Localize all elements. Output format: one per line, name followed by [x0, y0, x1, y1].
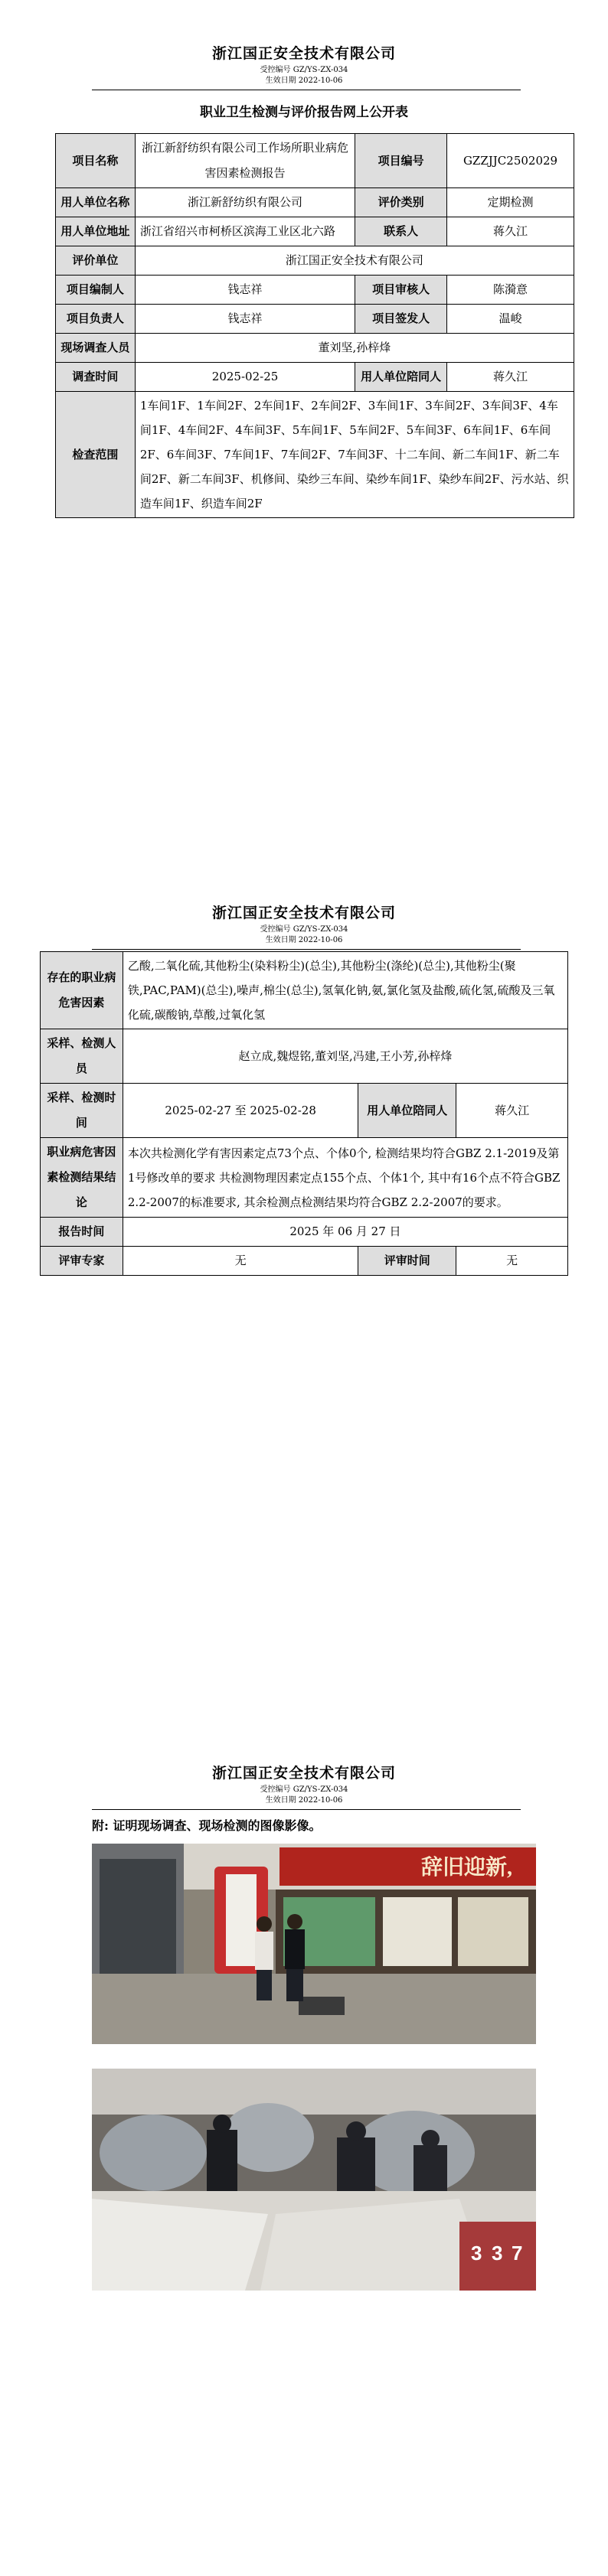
conclusion-value: 本次共检测化学有害因素定点73个点、个体0个, 检测结果均符合GBZ 2.1-2019及第1号修改单的要求 共检测物理因素定点155个点、个体1个, 其中有16个点不符合GBZ 2.2-2007的标准要求, 其余检测点检测结果均符合GBZ 2.2-2007的要求。 [123, 1138, 567, 1218]
header-rule-p2 [92, 949, 521, 950]
sample-time-value: 2025-02-27 至 2025-02-28 [123, 1084, 358, 1138]
address-value: 浙江省绍兴市柯桥区滨海工业区北六路 [135, 217, 355, 246]
conclusion-label: 职业病危害因素检测结果结论 [41, 1138, 123, 1218]
expert-value: 无 [123, 1247, 358, 1276]
employer-value: 浙江新舒纺织有限公司 [135, 188, 355, 217]
project-no-label: 项目编号 [355, 134, 447, 188]
issuer-value: 温峻 [447, 305, 574, 334]
company-name: 浙江国正安全技术有限公司 [211, 45, 396, 62]
surveyor-label: 现场调查人员 [56, 334, 136, 363]
eval-type-label: 评价类别 [355, 188, 447, 217]
hazards-label: 存在的职业病危害因素 [41, 952, 123, 1029]
reviewer-label: 项目审核人 [355, 276, 447, 305]
bin-number-2: 3 [492, 2242, 503, 2265]
control-number-p2: 受控编号 GZ/YS-ZX-034 [260, 925, 348, 934]
review-time-value: 无 [456, 1247, 568, 1276]
attachment-note: 附: 证明现场调查、现场检测的图像影像。 [92, 1818, 322, 1833]
control-number: 受控编号 GZ/YS-ZX-034 [260, 66, 348, 74]
survey-time-value: 2025-02-25 [135, 363, 355, 392]
survey-time-label: 调查时间 [56, 363, 136, 392]
scope-label: 检查范围 [56, 392, 136, 518]
report-time-label: 报告时间 [41, 1218, 123, 1247]
sampler-value: 赵立成,魏煜铭,董刘坚,冯建,王小芳,孙梓烽 [123, 1029, 567, 1084]
company-name-p2: 浙江国正安全技术有限公司 [211, 905, 396, 921]
hazard-info-table [40, 951, 568, 1276]
sampler-label: 采样、检测人员 [41, 1029, 123, 1084]
site-survey-photo [92, 1844, 536, 2044]
leader-label: 项目负责人 [56, 305, 136, 334]
report-time-value: 2025 年 06 月 27 日 [123, 1218, 567, 1247]
companion-label-p2: 用人单位陪同人 [358, 1084, 456, 1138]
leader-value: 钱志祥 [135, 305, 355, 334]
address-label: 用人单位地址 [56, 217, 136, 246]
contact-label: 联系人 [355, 217, 447, 246]
evaluator-label: 评价单位 [56, 246, 136, 276]
control-number-p3: 受控编号 GZ/YS-ZX-034 [260, 1785, 348, 1794]
banner-text: 辞旧迎新, [421, 1856, 513, 1880]
hazards-value: 乙酸,二氧化硫,其他粉尘(染料粉尘)(总尘),其他粉尘(涤纶)(总尘),其他粉尘(聚铁,PAC,PAM)(总尘),噪声,棉尘(总尘),氢氧化钠,氨,氯化氢及盐酸,硫化氢,硫酸及三氧化硫,碳酸钠,草酸,过氧化氢 [123, 952, 567, 1029]
surveyor-value: 董刘坚,孙梓烽 [135, 334, 574, 363]
project-name-value: 浙江新舒纺织有限公司工作场所职业病危害因素检测报告 [135, 134, 355, 188]
project-name-label: 项目名称 [56, 134, 136, 188]
effective-date: 生效日期 2022-10-06 [265, 77, 343, 85]
project-no-value: GZZJJC2502029 [447, 134, 574, 188]
contact-value: 蒋久江 [447, 217, 574, 246]
header-rule-p3 [92, 1809, 521, 1810]
site-detection-photo [92, 2069, 536, 2291]
compiler-label: 项目编制人 [56, 276, 136, 305]
bin-number-1: 3 [471, 2242, 482, 2265]
compiler-value: 钱志祥 [135, 276, 355, 305]
document-title: 职业卫生检测与评价报告网上公开表 [200, 105, 408, 120]
expert-label: 评审专家 [41, 1247, 123, 1276]
companion-value-p2: 蒋久江 [456, 1084, 568, 1138]
evaluator-value: 浙江国正安全技术有限公司 [135, 246, 574, 276]
reviewer-value: 陈漪意 [447, 276, 574, 305]
effective-date-p2: 生效日期 2022-10-06 [265, 936, 343, 944]
eval-type-value: 定期检测 [447, 188, 574, 217]
report-info-table [55, 133, 574, 518]
company-name-p3: 浙江国正安全技术有限公司 [211, 1765, 396, 1782]
review-time-label: 评审时间 [358, 1247, 456, 1276]
bin-number-3: 7 [512, 2242, 523, 2265]
sample-time-label: 采样、检测时间 [41, 1084, 123, 1138]
employer-label: 用人单位名称 [56, 188, 136, 217]
companion-value: 蒋久江 [447, 363, 574, 392]
scope-value: 1车间1F、1车间2F、2车间1F、2车间2F、3车间1F、3车间2F、3车间3F、4车间1F、4车间2F、4车间3F、5车间1F、5车间2F、5车间3F、6车间1F、6车间2F、6车间3F、7车间1F、7车间2F、7车间3F、十二车间、新二车间1F、新二车间2F、新二车间3F、机修间、染纱三车间、染纱车间1F、染纱车间2F、污水站、织造车间1F、织造车间2F [135, 392, 574, 518]
companion-label: 用人单位陪同人 [355, 363, 447, 392]
effective-date-p3: 生效日期 2022-10-06 [265, 1796, 343, 1805]
issuer-label: 项目签发人 [355, 305, 447, 334]
